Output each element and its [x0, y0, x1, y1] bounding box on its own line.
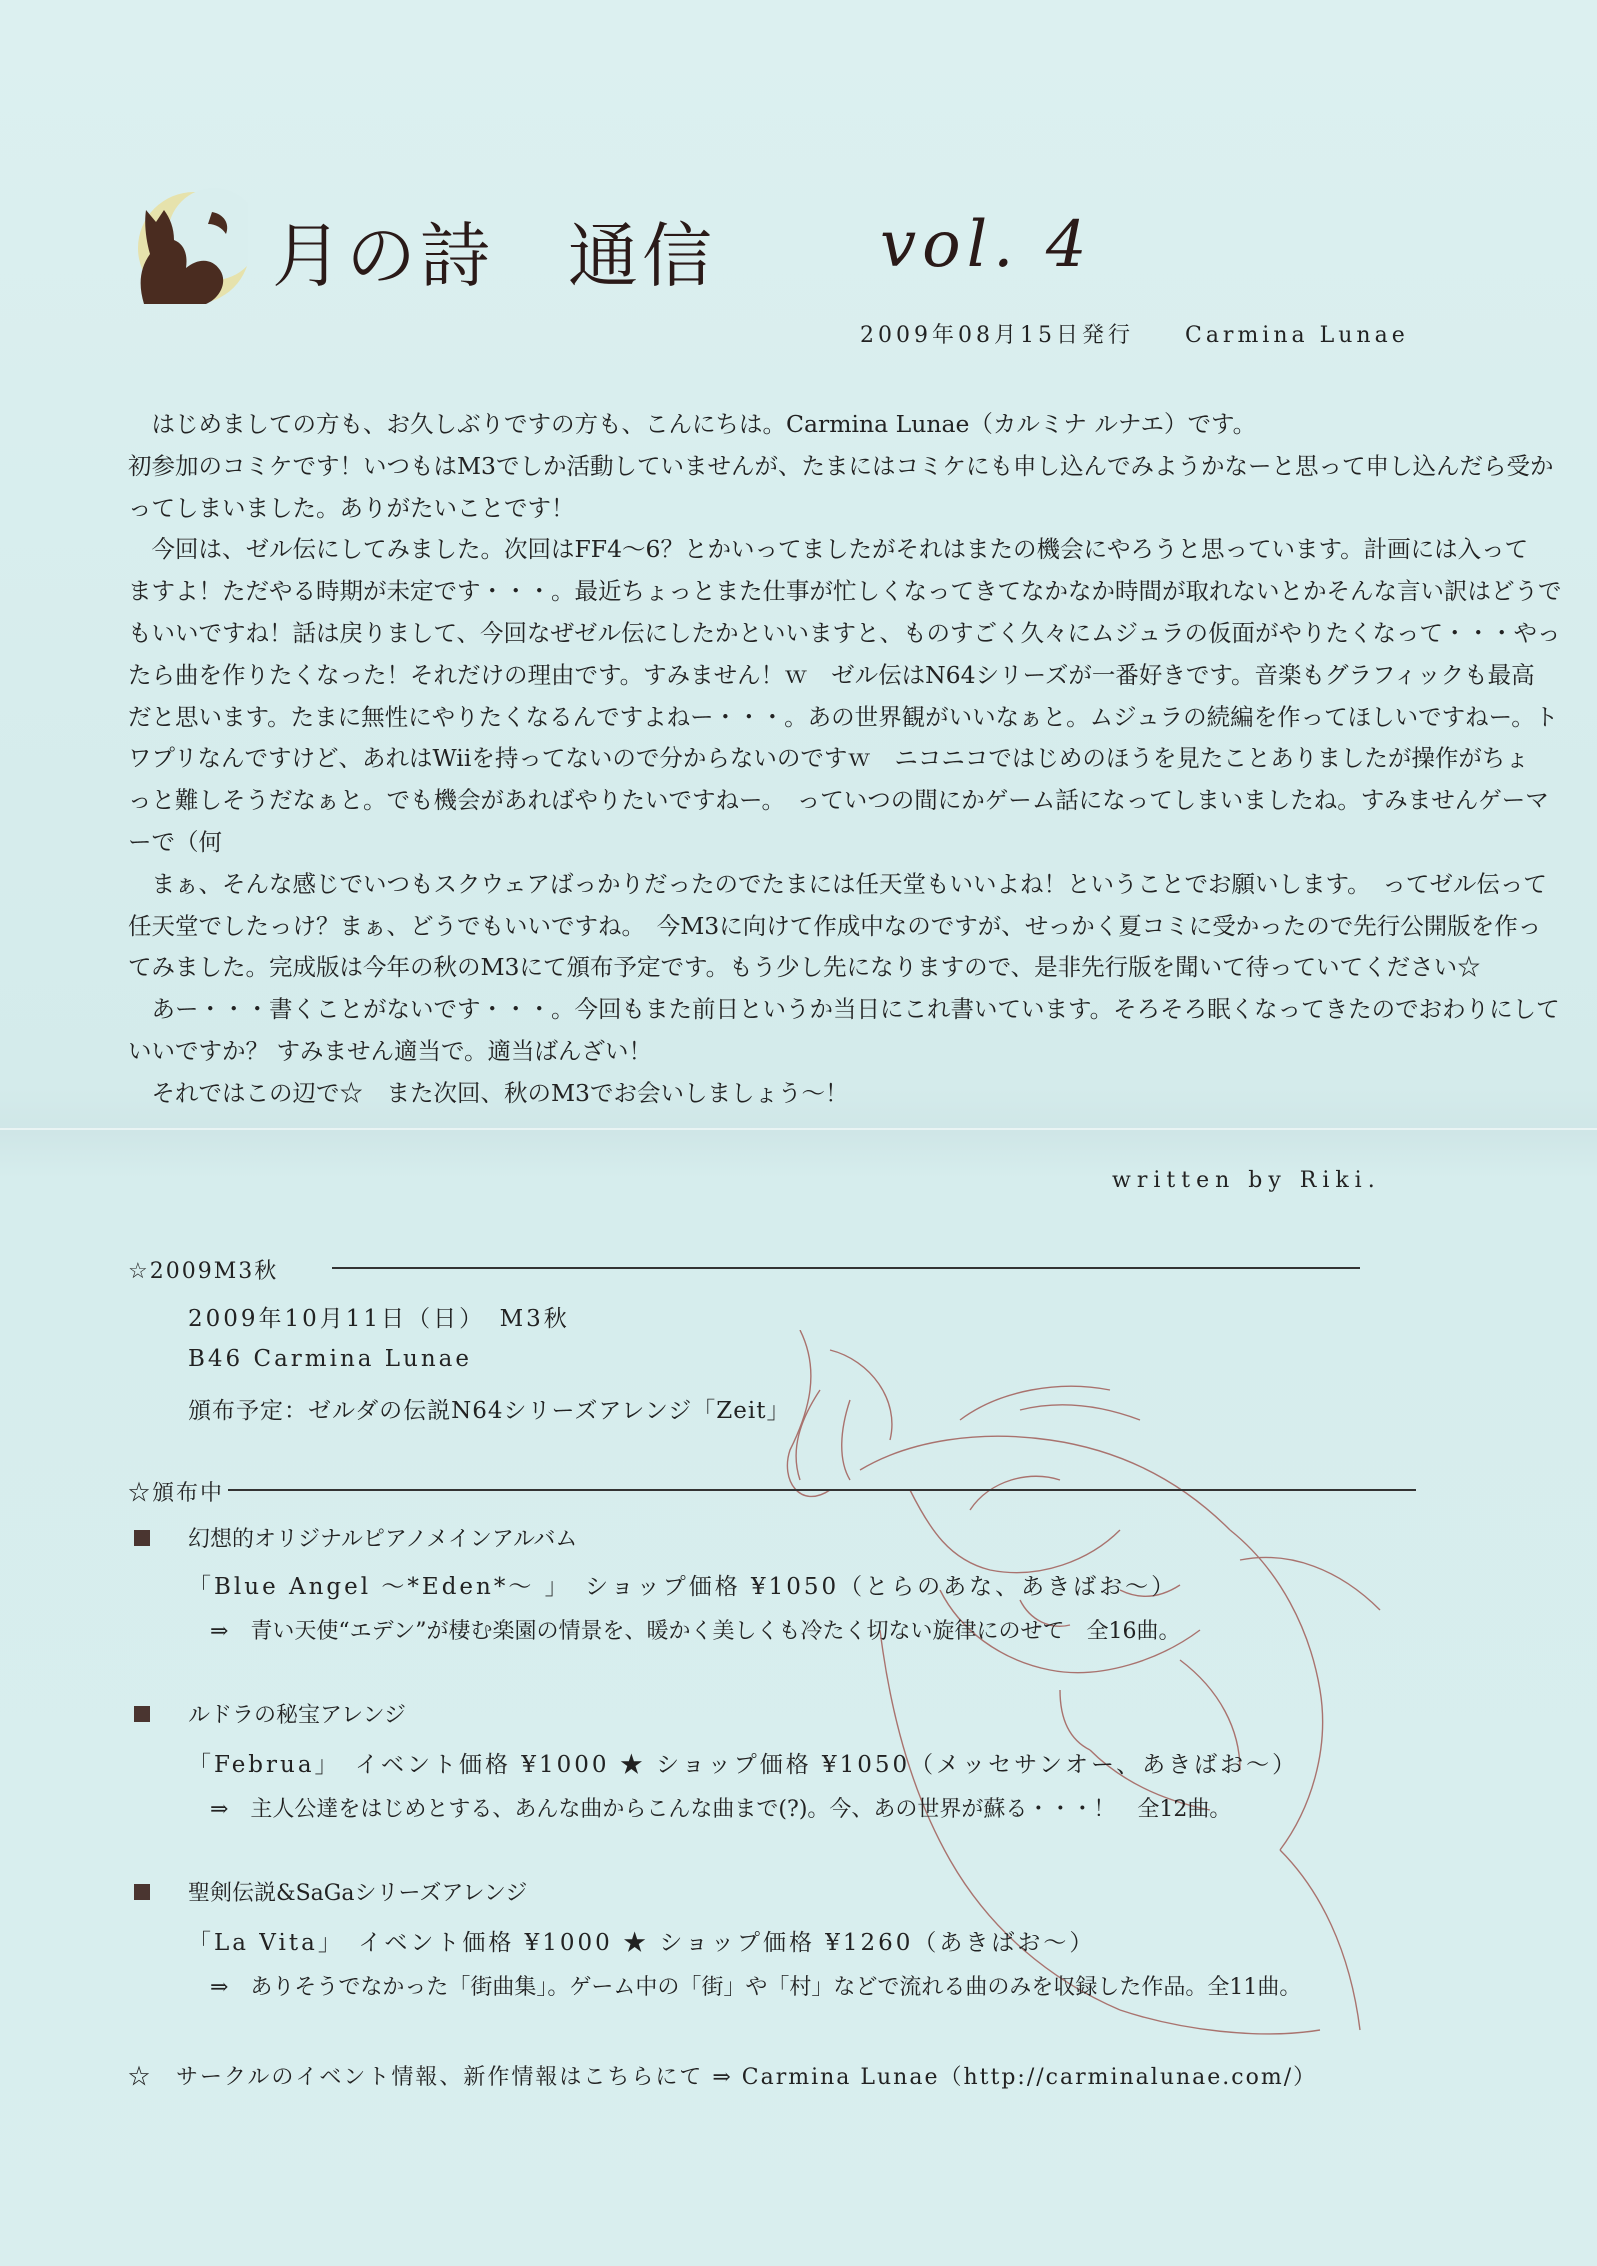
- issue-date: 2009年08月15日発行: [860, 323, 1134, 348]
- album-category: 聖剣伝説&SaGaシリーズアレンジ: [188, 1881, 528, 1906]
- newsletter-title: 月の詩 通信: [272, 215, 716, 297]
- body-line: それではこの辺で☆ また次回、秋のM3でお会いしましょう～！: [128, 1078, 849, 1107]
- greeting-body: [128, 404, 1562, 1115]
- paper-fold: [0, 1128, 1597, 1130]
- volume-number: vol. 4: [880, 208, 1093, 282]
- body-line: たら曲を作りたくなった！それだけの理由です。すみません！ｗ ゼル伝はN64シリーズが一番好きです。音楽もグラフィックも最高: [128, 660, 1535, 689]
- event-section-heading: ☆2009M3秋: [128, 1259, 279, 1284]
- body-line: いいですか？ すみません適当で。適当ばんざい！: [128, 1036, 652, 1065]
- body-line: てみました。完成版は今年の秋のM3にて頒布予定です。もう少し先になりますので、是非先行版を聞いて待っていてください☆: [128, 953, 1481, 982]
- album-description: ⇒ 青い天使“エデン”が棲む楽園の情景を、暖かく美しくも冷たく切ない旋律にのせて 全16曲。: [210, 1619, 1181, 1644]
- event-plan: 頒布予定：ゼルダの伝説N64シリーズアレンジ「Zeit」: [188, 1398, 791, 1424]
- album-title-price: 「La Vita」 イベント価格 ¥1000 ★ ショップ価格 ¥1260（あきばお～）: [188, 1930, 1096, 1956]
- body-line: ってしまいました。ありがたいことです！: [128, 493, 575, 522]
- body-line: だと思います。たまに無性にやりたくなるんですよねー・・・。あの世界観がいいなぁと。ムジュラの続編を作ってほしいですねー。ト: [128, 702, 1559, 731]
- album-bullet: [134, 1884, 150, 1900]
- album-title-price: 「Blue Angel ～*Eden*～ 」 ショップ価格 ¥1050（とらのあな、あきばお～）: [188, 1574, 1178, 1600]
- album-description: ⇒ 主人公達をはじめとする、あんな曲からこんな曲まで(?)。今、あの世界が蘇る・・・！ 全12曲。: [210, 1797, 1232, 1822]
- body-line: 初参加のコミケです！いつもはM3でしか活動していませんが、たまにはコミケにも申し込んでみようかなーと思って申し込んだら受か: [128, 451, 1554, 480]
- album-category: 幻想的オリジナルピアノメインアルバム: [188, 1527, 578, 1552]
- body-line: もいいですね！話は戻りまして、今回なぜゼル伝にしたかといいますと、ものすごく久々にムジュラの仮面がやりたくなって・・・やっ: [128, 618, 1561, 647]
- album-category: ルドラの秘宝アレンジ: [188, 1703, 407, 1728]
- distribution-section-rule: [228, 1489, 1416, 1491]
- circle-name: Carmina Lunae: [1184, 323, 1409, 348]
- distribution-section-heading: ☆頒布中: [128, 1481, 225, 1506]
- body-line: 今回は、ゼル伝にしてみました。次回はFF4～6？とかいってましたがそれはまたの機会にやろうと思っています。計画には入って: [128, 535, 1529, 564]
- album-title-price: 「Februa」 イベント価格 ¥1000 ★ ショップ価格 ¥1050（メッセサンオー、あきばお～）: [188, 1752, 1299, 1778]
- body-line: ワプリなんですけど、あれはWiiを持ってないので分からないのですｗ ニコニコではじめのほうを見たことありましたが操作がちょ: [128, 744, 1529, 773]
- event-date: 2009年10月11日（日） M3秋: [188, 1306, 570, 1332]
- body-line: はじめましての方も、お久しぶりですの方も、こんにちは。Carmina Lunae（カルミナ ルナエ）です。: [128, 410, 1257, 438]
- body-line: っと難しそうだなぁと。でも機会があればやりたいですねー。 っていつの間にかゲーム話になってしまいましたね。すみませんゲーマ: [128, 786, 1549, 815]
- album-description: ⇒ ありそうでなかった「街曲集」。ゲーム中の「街」や「村」などで流れる曲のみを収録した作品。全11曲。: [210, 1975, 1302, 2000]
- body-line: 任天堂でしたっけ？まぁ、どうでもいいですね。 今M3に向けて作成中なのですが、せっかく夏コミに受かったので先行公開版を作っ: [128, 911, 1542, 940]
- album-bullet: [134, 1530, 150, 1546]
- author-signature: written by Riki.: [1112, 1168, 1381, 1193]
- event-booth: B46 Carmina Lunae: [188, 1346, 473, 1372]
- body-line: まぁ、そんな感じでいつもスクウェアばっかりだったのでたまには任天堂もいいよね！ということでお願いします。 ってゼル伝って: [128, 869, 1547, 898]
- issue-line: [860, 318, 1409, 349]
- body-line: あー・・・書くことがないです・・・。今回もまた前日というか当日にこれ書いています。そろそろ眠くなってきたのでおわりにして: [128, 995, 1560, 1024]
- cat-moon-logo: [128, 188, 248, 308]
- event-section-rule: [332, 1267, 1360, 1269]
- footer-website-info: ☆ サークルのイベント情報、新作情報はこちらにて ⇒ Carmina Lunae（http://carminalunae.com/）: [128, 2065, 1318, 2090]
- body-line: ーで（何: [128, 827, 222, 856]
- body-line: ますよ！ただやる時期が未定です・・・。最近ちょっとまた仕事が忙しくなってきてなかなか時間が取れないとかそんな言い訳はどうで: [128, 577, 1562, 606]
- album-bullet: [134, 1706, 150, 1722]
